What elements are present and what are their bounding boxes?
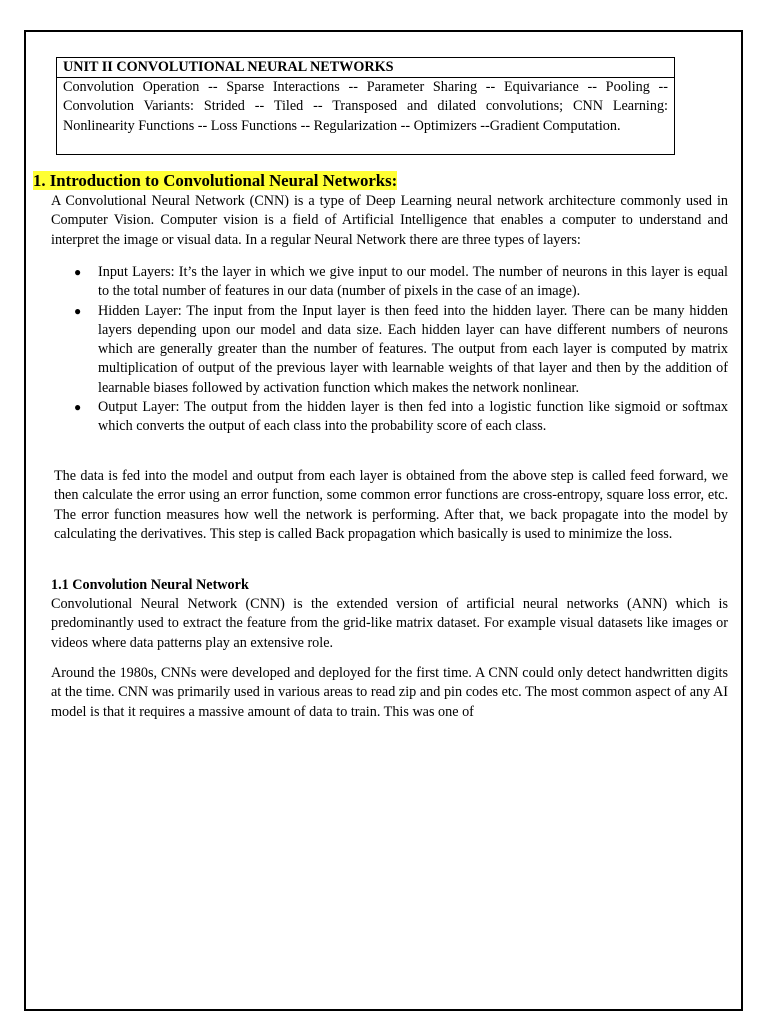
unit-title: UNIT II CONVOLUTIONAL NEURAL NETWORKS <box>57 58 674 78</box>
cnn-history-paragraph: Around the 1980s, CNNs were developed and deployed for the first time. A CNN could only detect handwritten digits at the time. CNN was primarily used in various areas to read zip and pin codes etc. The most common aspect of any AI model is that it requires a massive amount of data to train. This was one of <box>51 665 728 720</box>
list-item-text: Input Layers: It’s the layer in which we give input to our model. The number of neurons in this layer is equal to the total number of features in our data (number of pixels in the case of an image). <box>98 264 728 300</box>
bullet-icon: ● <box>74 400 82 415</box>
section-heading <box>33 171 397 191</box>
cnn-definition-paragraph: Convolutional Neural Network (CNN) is the extended version of artificial neural networks (ANN) which is predominantly used to extract the feature from the grid-like matrix dataset. For example visual datasets like images or videos where data patterns play an extensive role. <box>51 596 728 651</box>
list-item-text: Hidden Layer: The input from the Input layer is then feed into the hidden layer. There can be many hidden layers depending upon our model and data size. Each hidden layer can have different numbers of neurons which are generally greater than the number of features. The output from each layer is computed by matrix multiplication of output of the previous layer with learnable weights of that layer and then by the addition of learnable biases followed by activation function which makes the network nonlinear. <box>98 302 728 396</box>
unit-syllabus-box <box>56 57 675 155</box>
feed-forward-paragraph: The data is fed into the model and output from each layer is obtained from the above step is called feed forward, we then calculate the error using an error function, some common error functions are cross-entropy, square loss error, etc. The error function measures how well the network is performing. After that, we back propagate into the model by calculating the derivatives. This step is called Back propagation which basically is used to minimize the loss. <box>54 468 728 542</box>
section-heading-text: 1. Introduction to Convolutional Neural Networks: <box>33 171 398 190</box>
subsection-heading: 1.1 Convolution Neural Network <box>51 577 249 593</box>
list-item <box>74 398 728 437</box>
layer-types-list <box>74 263 728 437</box>
list-item <box>74 302 728 398</box>
list-item <box>74 263 728 302</box>
bullet-icon: ● <box>74 265 82 279</box>
bullet-icon: ● <box>74 303 82 318</box>
unit-topics: Convolution Operation -- Sparse Interactions -- Parameter Sharing -- Equivariance -- Pooling -- Convolution Variants: Strided -- Tiled -- Transposed and dilated convolutions; CNN Learning: Nonlinearity Functions -- Loss Functions -- Regularization -- Optimizers --Gradient Computation. <box>63 79 668 134</box>
intro-paragraph: A Convolutional Neural Network (CNN) is a type of Deep Learning neural network architecture commonly used in Computer Vision. Computer vision is a field of Artificial Intelligence that enables a computer to understand and interpret the image or visual data. In a regular Neural Network there are three types of layers: <box>51 193 728 248</box>
list-item-text: Output Layer: The output from the hidden layer is then fed into a logistic function like sigmoid or softmax which converts the output of each class into the probability score of each class. <box>98 399 728 435</box>
